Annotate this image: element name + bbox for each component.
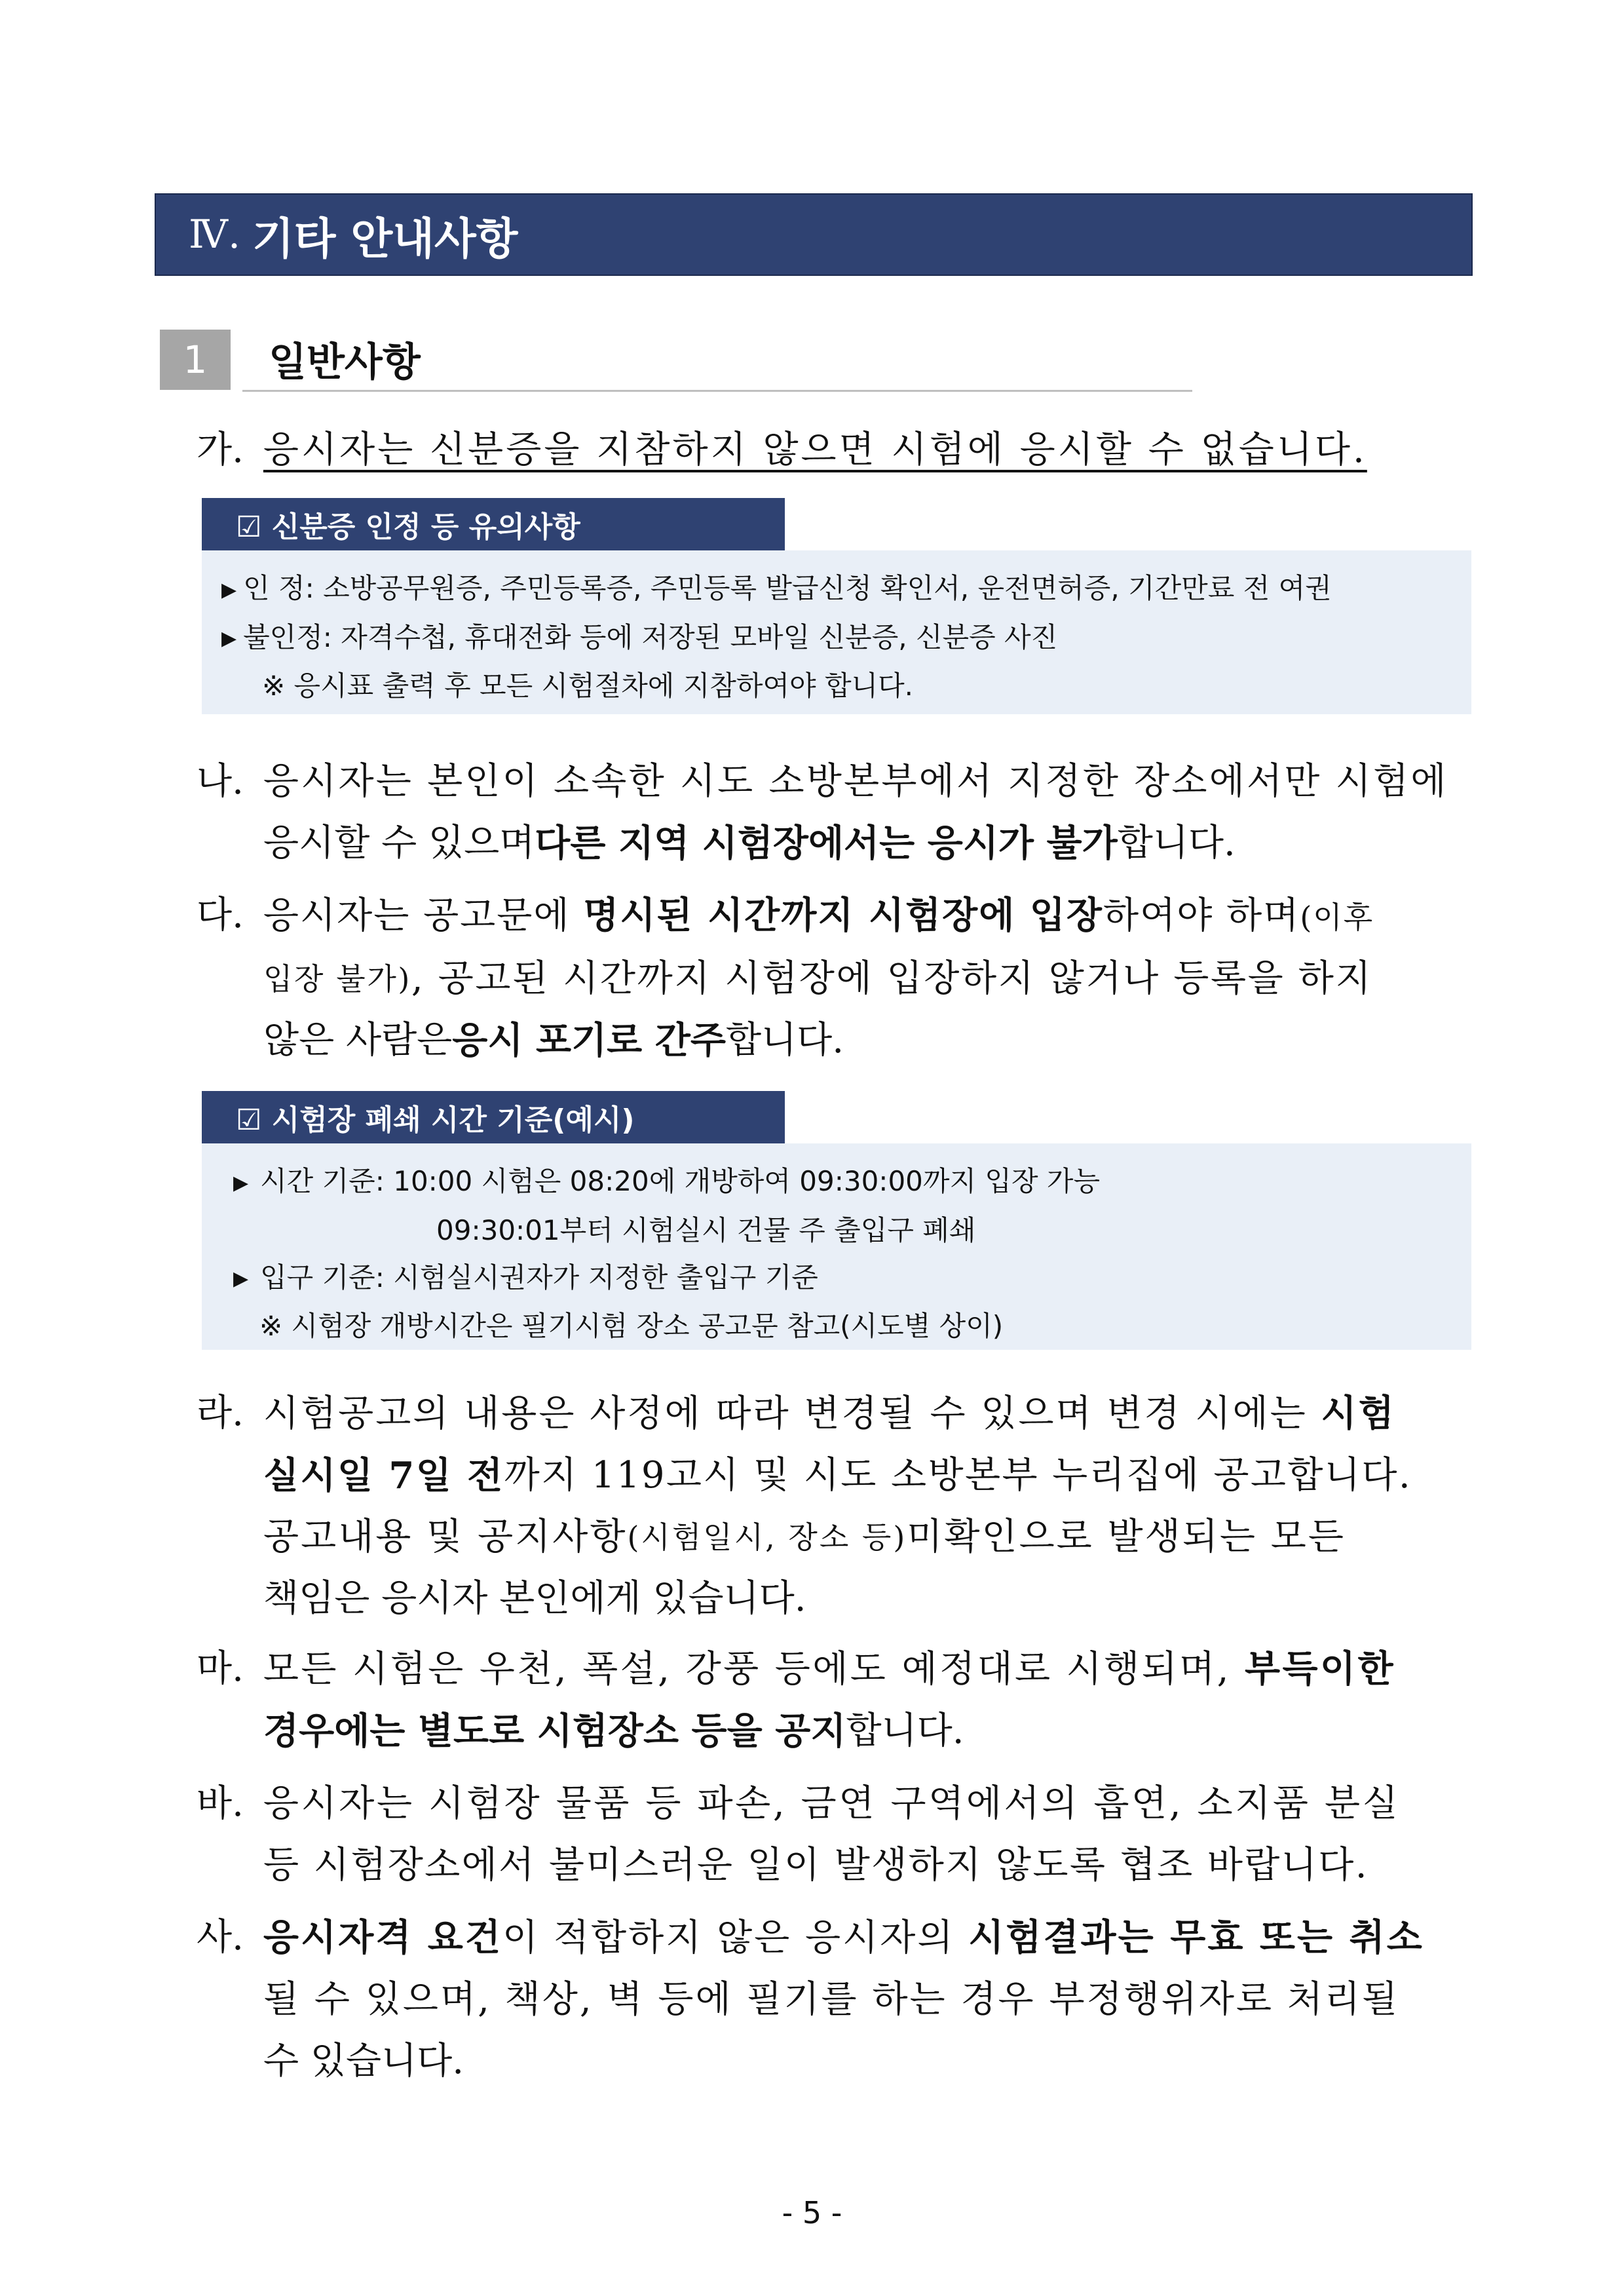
item-marker: 가. [197,429,244,471]
item-line: 등 시험장소에서 불미스러운 일이 발생하지 않도록 협조 바랍니다. [263,1844,1369,1886]
box-line: ▶ 입구 기준: 시험실시권자가 지정한 출입구 기준 [233,1254,1471,1303]
section-header [155,193,1473,276]
subsection-title: 일반사항 [269,339,421,385]
page-number: - 5 - [782,2195,842,2230]
item-na [197,751,1481,874]
item-sa [197,1907,1481,2092]
exam-hall-box-header: ☑ 시험장 폐쇄 시간 기준(예시) [202,1091,785,1143]
item-marker: 바. [197,1782,244,1825]
subsection-number: 1 [160,330,231,390]
id-notice-box [202,550,1471,714]
item-da [197,885,1481,1071]
id-notice-box-header: ☑ 신분증 인정 등 유의사항 [202,498,785,550]
item-marker: 사. [197,1916,244,1959]
item-marker: 나. [197,760,244,803]
item-ba [197,1773,1481,1896]
item-marker: 마. [197,1647,244,1690]
item-ma [197,1638,1481,1762]
box-line: ▶ 인 정: 소방공무원증, 주민등록증, 주민등록 발급신청 확인서, 운전면허증, 기간만료 전 여권 [221,565,1471,614]
item-ga [197,419,1481,481]
item-line: 응시자격 요건이 적합하지 않은 응시자의 시험결과는 무효 또는 취소 [263,1916,1424,1959]
section-roman-numeral: Ⅳ. [189,212,241,258]
bullet-triangle-icon: ▶ [221,627,237,650]
item-line: 경우에는 별도로 시험장소 등을 공지 합니다. [263,1710,964,1753]
box-line: ▶ 불인정: 자격수첩, 휴대전화 등에 저장된 모바일 신분증, 신분증 사진 [221,614,1471,663]
item-line: 실시일 7일 전 까지 119고시 및 시도 소방본부 누리집에 공고합니다. [263,1454,1412,1497]
item-line: 입장 불가) , 공고된 시간까지 시험장에 입장하지 않거나 등록을 하지 [263,957,1373,1000]
section-title: 기타 안내사항 [252,213,518,264]
item-line: 응시자는 본인이 소속한 시도 소방본부에서 지정한 장소에서만 시험에 [263,760,1448,803]
item-marker: 라. [197,1392,244,1434]
bullet-triangle-icon: ▶ [233,1171,249,1195]
box-note: ※ 응시표 출력 후 모든 시험절차에 지참하여야 합니다. [262,670,914,702]
item-text: 응시자는 신분증을 지참하지 않으면 시험에 응시할 수 없습니다. [263,429,1367,471]
bullet-triangle-icon: ▶ [233,1267,249,1290]
box-line: ▶ 시간 기준: 10:00 시험은 08:20에 개방하여 09:30:00까지 입장 가능 [233,1158,1471,1207]
item-line: 응시자는 시험장 물품 등 파손, 금연 구역에서의 흡연, 소지품 분실 [263,1782,1401,1825]
bullet-triangle-icon: ▶ [221,578,237,602]
item-line: 응시자는 공고문에 명시된 시간까지 시험장에 입장하여야 하며(이후 [263,894,1374,937]
item-line: 공고내용 및 공지사항 (시험일시, 장소 등) 미확인으로 발생되는 모든 [263,1516,1346,1558]
box-line: 09:30:01부터 시험실시 건물 주 출입구 폐쇄 [436,1214,976,1246]
item-line: 책임은 응시자 본인에게 있습니다. [263,1577,806,1620]
item-line: 응시할 수 있으며 다른 지역 시험장에서는 응시가 불가 합니다. [263,822,1236,865]
item-line: 모든 시험은 우천, 폭설, 강풍 등에도 예정대로 시행되며, 부득이한 [263,1647,1396,1691]
item-marker: 다. [197,894,244,936]
subsection-divider [242,390,1192,392]
item-line: 수 있습니다. [263,2040,464,2082]
item-ra [197,1383,1481,1630]
item-line: 될 수 있으며, 책상, 벽 등에 필기를 하는 경우 부정행위자로 처리될 [263,1978,1400,2021]
item-line: 시험공고의 내용은 사정에 따라 변경될 수 있으며 변경 시에는 시험 [263,1392,1396,1435]
exam-hall-box [202,1143,1471,1350]
box-note: ※ 시험장 개방시간은 필기시험 장소 공고문 참고(시도별 상이) [259,1310,1004,1342]
item-line: 않은 사람은 응시 포기로 간주 합니다. [263,1019,844,1062]
